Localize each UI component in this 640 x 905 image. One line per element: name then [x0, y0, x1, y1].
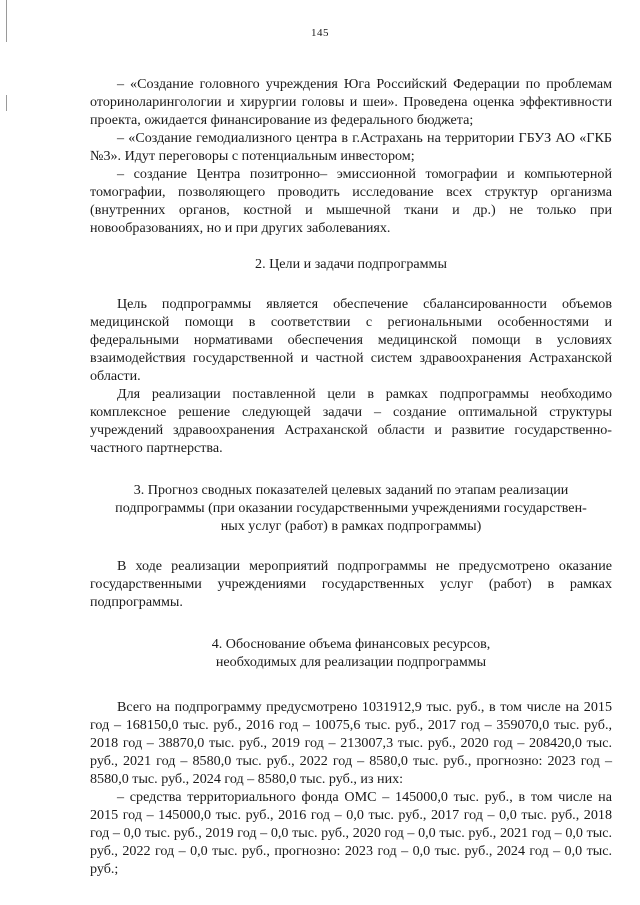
document-body: [90, 75, 612, 878]
section-3-heading: [90, 481, 612, 535]
heading-line: ных услуг (работ) в рамках подпрограммы): [220, 518, 482, 534]
paragraph: Для реализации поставленной цели в рамках подпрограммы необходимо комплексное решение следующей задачи – создание оптимальной структуры учреждений здравоохранения Астраханской области и развитие государственно-частного партнерства.: [90, 386, 612, 456]
paragraph: В ходе реализации мероприятий подпрограммы не предусмотрено оказание государственными учреждениями государственных услуг (работ) в рамках подпрограммы.: [90, 558, 612, 610]
section-2-heading: 2. Цели и задачи подпрограммы: [255, 256, 447, 272]
paragraph: Всего на подпрограмму предусмотрено 1031912,9 тыс. руб., в том числе на 2015 год – 168150,0 тыс. руб., 2016 год – 10075,6 тыс. руб., 2017 год – 359070,0 тыс. руб., 2018 год – 38870,0 тыс. руб., 2019 год – 213007,3 тыс. руб., 2020 год – 208420,0 тыс. руб., 2021 год – 8580,0 тыс. руб., 2022 год – 8580,0 тыс. руб., прогнозно: 2023 год – 8580,0 тыс. руб., 2024 год – 8580,0 тыс. руб., из них:: [90, 699, 612, 787]
scan-edge-mark: [6, 95, 7, 111]
intro-item: – «Создание гемодиализного центра в г.Астрахань на территории ГБУЗ АО «ГКБ №3». Идут переговоры с потенциальным инвестором;: [90, 130, 612, 164]
heading-line: необходимых для реализации подпрограммы: [215, 654, 487, 670]
heading-line: подпрограммы (при оказании государственными учреждениями государствен-: [115, 500, 587, 516]
section-4-body: [90, 698, 612, 878]
intro-item: – создание Центра позитронно– эмиссионной томографии и компьютерной томографии, позволяющего проводить исследование всех структур организма (внутренних органов, костной и мышечной ткани и др.) не только при новообразованиях, но и при других заболеваниях.: [90, 166, 612, 236]
heading-line: 3. Прогноз сводных показателей целевых заданий по этапам реализации: [133, 482, 569, 498]
section-4-heading: [90, 635, 612, 671]
section-2-body: [90, 295, 612, 457]
page-number: 145: [311, 27, 329, 39]
intro-item: – «Создание головного учреждения Юга Российский Федерации по проблемам оториноларингологии и хирургии головы и шеи». Проведена оценка эффективности проекта, ожидается финансирование из федерального бюджета;: [90, 76, 612, 128]
paragraph: – средства территориального фонда ОМС – 145000,0 тыс. руб., в том числе на 2015 год – 145000,0 тыс. руб., 2016 год – 0,0 тыс. руб., 2017 год – 0,0 тыс. руб., 2018 год – 0,0 тыс. руб., 2019 год – 0,0 тыс. руб., 2020 год – 0,0 тыс. руб., 2021 год – 0,0 тыс. руб., 2022 год – 0,0 тыс. руб., прогнозно: 2023 год – 0,0 тыс. руб., 2024 год – 0,0 тыс. руб.;: [90, 789, 612, 877]
heading-line: 4. Обоснование объема финансовых ресурсов,: [211, 636, 491, 652]
intro-list: [90, 75, 612, 237]
section-3-body: [90, 557, 612, 611]
paragraph: Цель подпрограммы является обеспечение сбалансированности объемов медицинской помощи в соответствии с региональными особенностями и федеральными нормативами обеспечения медицинской помощи в условиях взаимодействия государственной и частной систем здравоохранения Астраханской области.: [90, 296, 612, 384]
